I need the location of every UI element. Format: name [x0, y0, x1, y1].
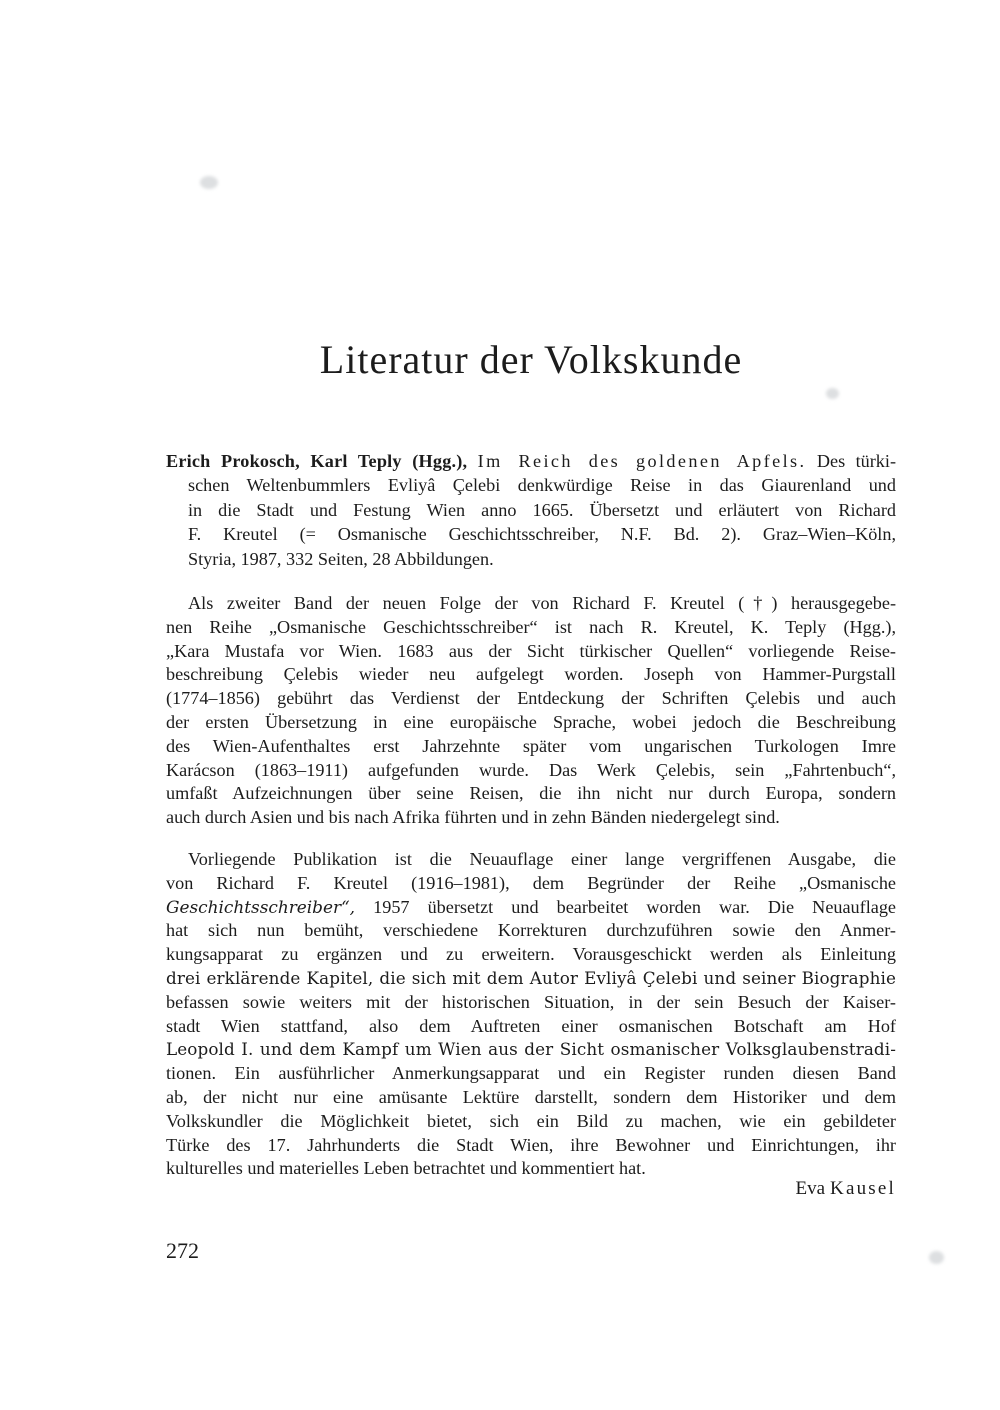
text-segment: Erich Prokosch, Karl Teply (Hgg.),: [166, 451, 468, 471]
text-line: [166, 449, 896, 473]
text-line: [166, 1038, 896, 1062]
text-segment: Leopold I. und dem Kampf um Wien aus der Sicht osmanischer Volksglaubenstradi-: [166, 1039, 896, 1060]
text-line: „Kara Mustafa vor Wien. 1683 aus der Sicht türkischer Quellen“ vorliegende Reise-: [166, 640, 896, 661]
scan-artifact: [826, 388, 839, 399]
text-line: [166, 896, 896, 920]
text-line: in die Stadt und Festung Wien anno 1665. Übersetzt und erläutert von Richard: [188, 499, 896, 520]
reviewer-signature: [166, 1178, 896, 1200]
text-line: kulturelles und materielles Leben betrachtet und kommentiert hat.: [166, 1158, 646, 1179]
text-line: nen Reihe „Osmanische Geschichtsschreiber“ ist nach R. Kreutel, K. Teply (Hgg.),: [166, 616, 896, 637]
text-line: umfaßt Aufzeichnungen über seine Reisen, die ihn nicht nur durch Europa, sondern: [166, 783, 896, 804]
text-line: (1774–1856) gebührt das Verdienst der Entdeckung der Schriften Çelebis und auch: [166, 688, 896, 709]
text-line: stadt Wien stattfand, also dem Auftreten einer osmanischen Botschaft am Hof: [166, 1015, 896, 1036]
text-line: befassen sowie weiters mit der historischen Situation, in der sein Besuch der Kaiser-: [166, 991, 896, 1012]
text-line: Styria, 1987, 332 Seiten, 28 Abbildungen.: [188, 548, 494, 569]
text-line: schen Weltenbummlers Evliyâ Çelebi denkwürdige Reise in das Giaurenland und: [188, 475, 896, 496]
reviewer-last-name: Kausel: [830, 1178, 896, 1199]
text-segment: drei erklärende Kapitel, die sich mit dem Autor Evliyâ Çelebi und seiner Biographie: [166, 967, 896, 988]
scan-artifact: [200, 176, 218, 189]
text-line: auch durch Asien und bis nach Afrika führten und in zehn Bänden niedergelegt sind.: [166, 807, 780, 828]
text-line: von Richard F. Kreutel (1916–1981), dem Begründer der Reihe „Osmanische: [166, 872, 896, 893]
text-line: F. Kreutel (= Osmanische Geschichtsschreiber, N.F. Bd. 2). Graz–Wien–Köln,: [188, 524, 896, 545]
text-segment: Des türki-: [806, 451, 896, 471]
text-segment: Geschichtsschreiber“,: [166, 896, 356, 917]
text-line: der ersten Übersetzung in eine europäische Sprache, wobei jedoch die Beschreibung: [166, 711, 896, 732]
text-line: hat sich nun bemüht, verschiedene Korrekturen durchzuführen sowie den Anmer-: [166, 920, 896, 941]
text-line: Türke des 17. Jahrhunderts die Stadt Wien, ihre Bewohner und Einrichtungen, ihr: [166, 1134, 896, 1155]
text-line: Vorliegende Publikation ist die Neuauflage einer lange vergriffenen Ausgabe, die: [188, 849, 896, 869]
text-line: ab, der nicht nur eine amüsante Lektüre darstellt, sondern dem Historiker und dem: [166, 1086, 896, 1107]
reviewer-first-name: Eva: [795, 1178, 826, 1199]
text-line: tionen. Ein ausführlicher Anmerkungsapparat und ein Register runden diesen Band: [166, 1063, 896, 1084]
review-paragraph-2: [166, 848, 896, 1181]
text-line: kungsapparat zu ergänzen und zu erweitern. Vorausgeschickt werden als Einleitung: [166, 944, 896, 965]
text-segment: [467, 451, 477, 471]
text-segment: 1957 übersetzt und bearbeitet worden war. Die Neuauflage: [355, 896, 896, 917]
bibliographic-entry: [166, 449, 896, 571]
review-paragraph-1: [166, 592, 896, 830]
page-title: Literatur der Volkskunde: [319, 337, 743, 382]
text-line: Als zweiter Band der neuen Folge der von Richard F. Kreutel (†) herausgegebe-: [188, 593, 896, 613]
text-segment: Im Reich des goldenen Apfels.: [477, 451, 807, 471]
text-line: beschreibung Çelebis wieder neu aufgelegt worden. Joseph von Hammer-Purgstall: [166, 664, 896, 685]
text-line: Karácson (1863–1911) aufgefunden wurde. Das Werk Çelebis, sein „Fahrtenbuch“,: [166, 759, 896, 780]
text-line: des Wien-Aufenthaltes erst Jahrzehnte später vom ungarischen Turkologen Imre: [166, 735, 896, 756]
scan-artifact: [929, 1251, 944, 1264]
text-line: Volkskundler die Möglichkeit bietet, sich ein Bild zu machen, wie ein gebildeter: [166, 1110, 896, 1131]
page-number: 272: [166, 1238, 199, 1263]
text-line: [166, 967, 896, 991]
